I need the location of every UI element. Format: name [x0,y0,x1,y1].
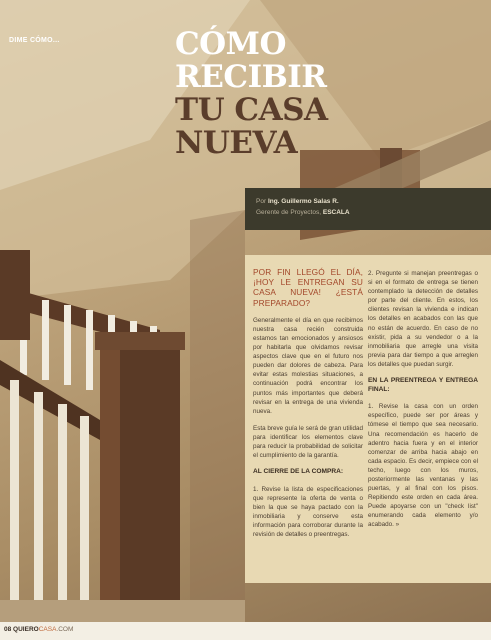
section-label: DIME CÓMO... [9,37,60,44]
byline-bar [245,188,491,230]
article-subheading-1: AL CIERRE DE LA COMPRA: [253,468,344,476]
byline-author: Ing. Guillermo Salas R. [267,198,339,205]
title-line-1: CÓMO [175,26,286,62]
page-footer [0,622,491,640]
title-line-2: RECIBIR [175,59,327,95]
title-line-4: NUEVA [175,125,298,161]
article-paragraph-3: 1. Revise la lista de especificaciones que represente la oferta de venta o bien la que se haya pactado con la inmobiliaria y conserve esta información para corroborar durante la revisión de detalles o preentregas. [253,485,363,539]
title-line-3: TU CASA [175,92,328,128]
byline-role-line [256,209,350,216]
article-column-right [368,269,478,538]
byline-prefix: Por [256,198,267,205]
byline-company: ESCALA [322,209,350,216]
byline-role: Gerente de Proyectos, [256,209,322,216]
footer-brand-b: CASA [38,626,57,633]
article-paragraph-5: 1. Revise la casa con un orden específico, puede ser por áreas y tómese el tiempo que sea necesario. Una recomendación es hacerlo de adentro hacia fuera y en el interior comenzar de arriba hacia abajo en cada espacio. Es decir, empiece con el techo, luego con los muros, posteriormente las ventanas y las puertas, y al final con los pisos. Repitiendo este orden en cada área. Puede apoyarse con un "check list" enumerando cada elemento y/o acabado. » [368,403,478,529]
byline-author-line [256,198,339,205]
article-paragraph-2: Esta breve guía le será de gran utilidad para identificar los elementos clave para reducir la probabilidad de solicitar el cumplimiento de la garantía. [253,424,363,460]
article-lead: POR FIN LLEGÓ EL DÍA, ¡HOY LE ENTREGAN SU CASA NUEVA! ¿ESTÁ PREPARADO? [253,267,363,308]
page-title [175,28,405,160]
footer-brand-a: QUIERO [13,626,39,633]
page-number: 08 [4,626,12,633]
footer-folio [4,626,73,633]
footer-brand-c: .COM [56,626,74,633]
article-box [245,255,491,583]
article-paragraph-1: Generalmente el día en que recibimos nuestra casa recién construida estamos tan emocionados y ansiosos por habitarla que olvidamos revisar aspectos clave que en el futuro nos pueden dar dolores de cabeza. Para evitar estas molestias situaciones, a continuación podrá encontrar los puntos más importantes que deberá revisar en la entrega de una vivienda nueva. [253,316,363,415]
article-paragraph-4: 2. Pregunte si manejan preentregas o si en el formato de entrega se tienen contemplado la detección de detalles por parte del cliente. En estos, los clientes revisan la vivienda e indican los detalles en acabados con las que no están de acuerdo. En caso de no existir, pida a su vendedor o a la inmobiliaria que arregle una visita previa para dar tiempo a que arreglen los detalles que puedan surgir. [368,270,478,368]
article-column-left [253,267,363,547]
article-subheading-2: EN LA PREENTREGA Y ENTREGA FINAL: [368,377,478,393]
